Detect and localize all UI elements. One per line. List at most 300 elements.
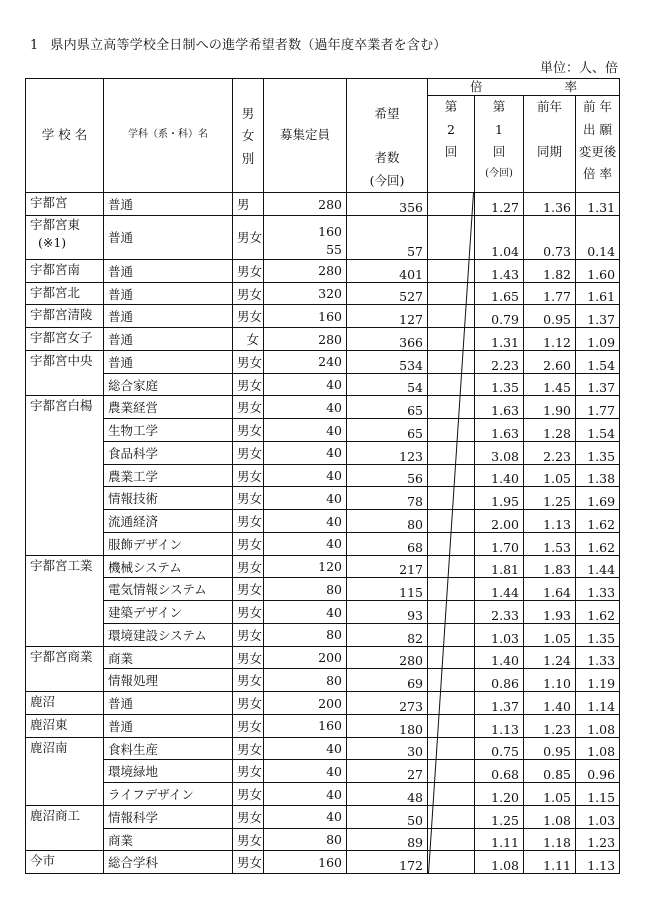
table-row: [26, 328, 620, 351]
cell-round1: 1.20: [475, 783, 524, 806]
cell-round1: 1.04: [475, 215, 524, 259]
title-text: 県内県立高等学校全日制への進学希望者数（過年度卒業者を含む）: [50, 38, 447, 53]
cell-capacity: 40: [264, 805, 347, 828]
cell-gender: 男女: [233, 396, 264, 419]
cell-school: [26, 669, 104, 692]
cell-applicants: 69: [347, 669, 428, 692]
cell-capacity: 160: [264, 851, 347, 874]
cell-gender: 男女: [233, 601, 264, 624]
cell-course: 農業工学: [104, 464, 233, 487]
cell-prev-year: 0.85: [524, 760, 576, 783]
table-row: [26, 760, 620, 783]
cell-prev-final: 1.23: [576, 828, 620, 851]
cell-gender: 男女: [233, 259, 264, 282]
cell-gender: 女: [233, 328, 264, 351]
cell-capacity: 40: [264, 783, 347, 806]
cell-school: [26, 623, 104, 646]
cell-course: 商業: [104, 828, 233, 851]
cell-capacity: 200: [264, 646, 347, 669]
header-round1: 第 1 回 (今回): [475, 96, 524, 193]
cell-school: [26, 510, 104, 533]
cell-course: 普通: [104, 282, 233, 305]
cell-school: [26, 760, 104, 783]
table-row: [26, 441, 620, 464]
cell-prev-year: 1.13: [524, 510, 576, 533]
cell-prev-year: 1.11: [524, 851, 576, 874]
table-row: [26, 692, 620, 715]
cell-round2: [428, 396, 475, 419]
cell-prev-final: 1.44: [576, 555, 620, 578]
cell-prev-final: 1.19: [576, 669, 620, 692]
cell-gender: 男女: [233, 578, 264, 601]
cell-school: [26, 464, 104, 487]
cell-capacity: 160 55: [264, 215, 347, 259]
cell-school: [26, 601, 104, 624]
cell-round1: 1.44: [475, 578, 524, 601]
cell-prev-year: 1.24: [524, 646, 576, 669]
cell-round2: [428, 193, 475, 216]
table-row: [26, 851, 620, 874]
cell-course: 普通: [104, 193, 233, 216]
cell-prev-final: 1.31: [576, 193, 620, 216]
cell-prev-final: 1.13: [576, 851, 620, 874]
cell-round1: 3.08: [475, 441, 524, 464]
cell-school: 鹿沼南: [26, 737, 104, 760]
cell-round2: [428, 510, 475, 533]
cell-round2: [428, 259, 475, 282]
table-row: [26, 193, 620, 216]
cell-capacity: 40: [264, 487, 347, 510]
cell-prev-year: 1.05: [524, 623, 576, 646]
cell-applicants: 93: [347, 601, 428, 624]
cell-gender: 男女: [233, 532, 264, 555]
cell-prev-year: 1.93: [524, 601, 576, 624]
cell-applicants: 123: [347, 441, 428, 464]
cell-capacity: 40: [264, 373, 347, 396]
cell-prev-year: 1.25: [524, 487, 576, 510]
cell-prev-year: 1.82: [524, 259, 576, 282]
cell-round2: [428, 441, 475, 464]
cell-round1: 2.00: [475, 510, 524, 533]
cell-prev-final: 0.96: [576, 760, 620, 783]
cell-school: [26, 578, 104, 601]
cell-gender: 男女: [233, 783, 264, 806]
cell-gender: 男女: [233, 669, 264, 692]
cell-course: 服飾デザイン: [104, 532, 233, 555]
cell-prev-final: 1.62: [576, 601, 620, 624]
cell-course: 普通: [104, 350, 233, 373]
cell-school: 宇都宮東 (※1): [26, 215, 104, 259]
table-row: [26, 578, 620, 601]
cell-capacity: 80: [264, 578, 347, 601]
cell-applicants: 280: [347, 646, 428, 669]
cell-course: ライフデザイン: [104, 783, 233, 806]
header-school: 学 校 名: [26, 79, 104, 193]
cell-gender: 男女: [233, 441, 264, 464]
cell-school: [26, 783, 104, 806]
cell-applicants: 273: [347, 692, 428, 715]
cell-course: 普通: [104, 305, 233, 328]
cell-prev-year: 0.95: [524, 305, 576, 328]
table-row: [26, 805, 620, 828]
cell-prev-year: 1.36: [524, 193, 576, 216]
cell-gender: 男女: [233, 737, 264, 760]
cell-round1: 1.03: [475, 623, 524, 646]
cell-capacity: 280: [264, 259, 347, 282]
cell-round2: [428, 487, 475, 510]
cell-capacity: 80: [264, 669, 347, 692]
cell-round2: [428, 714, 475, 737]
cell-applicants: 50: [347, 805, 428, 828]
table-row: [26, 555, 620, 578]
cell-gender: 男女: [233, 350, 264, 373]
cell-prev-year: 1.64: [524, 578, 576, 601]
table-row: [26, 532, 620, 555]
cell-prev-final: 1.08: [576, 714, 620, 737]
table-row: [26, 464, 620, 487]
cell-round1: 1.40: [475, 646, 524, 669]
cell-applicants: 68: [347, 532, 428, 555]
table-row: [26, 396, 620, 419]
cell-course: 食品科学: [104, 441, 233, 464]
cell-prev-final: 1.03: [576, 805, 620, 828]
cell-gender: 男女: [233, 215, 264, 259]
cell-gender: 男女: [233, 714, 264, 737]
cell-capacity: 160: [264, 305, 347, 328]
cell-round1: 0.68: [475, 760, 524, 783]
cell-round2: [428, 851, 475, 874]
cell-applicants: 65: [347, 419, 428, 442]
cell-gender: 男女: [233, 805, 264, 828]
cell-round2: [428, 282, 475, 305]
cell-prev-final: 1.61: [576, 282, 620, 305]
cell-round2: [428, 760, 475, 783]
cell-applicants: 89: [347, 828, 428, 851]
cell-prev-year: 1.05: [524, 464, 576, 487]
cell-round1: 1.11: [475, 828, 524, 851]
cell-course: 普通: [104, 714, 233, 737]
cell-round1: 1.37: [475, 692, 524, 715]
cell-applicants: 30: [347, 737, 428, 760]
cell-course: 流通経済: [104, 510, 233, 533]
unit-label: 単位：人、倍: [539, 61, 618, 76]
cell-gender: 男女: [233, 464, 264, 487]
cell-round1: 1.27: [475, 193, 524, 216]
cell-round2: [428, 328, 475, 351]
cell-school: 宇都宮白楊: [26, 396, 104, 419]
cell-prev-final: 1.77: [576, 396, 620, 419]
cell-applicants: 534: [347, 350, 428, 373]
cell-school: 宇都宮南: [26, 259, 104, 282]
cell-capacity: 320: [264, 282, 347, 305]
cell-school: 鹿沼: [26, 692, 104, 715]
cell-course: 普通: [104, 215, 233, 259]
cell-course: 普通: [104, 259, 233, 282]
cell-round2: [428, 532, 475, 555]
cell-capacity: 40: [264, 532, 347, 555]
cell-course: 環境緑地: [104, 760, 233, 783]
cell-gender: 男女: [233, 692, 264, 715]
cell-capacity: 40: [264, 396, 347, 419]
cell-round1: 1.35: [475, 373, 524, 396]
cell-school: [26, 373, 104, 396]
cell-capacity: 40: [264, 419, 347, 442]
cell-gender: 男女: [233, 282, 264, 305]
table-row: [26, 350, 620, 373]
cell-capacity: 240: [264, 350, 347, 373]
cell-round1: 1.25: [475, 805, 524, 828]
cell-applicants: 48: [347, 783, 428, 806]
cell-round2: [428, 783, 475, 806]
cell-prev-year: 1.12: [524, 328, 576, 351]
cell-school: 宇都宮工業: [26, 555, 104, 578]
cell-prev-final: 1.69: [576, 487, 620, 510]
table-row: [26, 646, 620, 669]
cell-school: 宇都宮商業: [26, 646, 104, 669]
cell-gender: 男女: [233, 510, 264, 533]
cell-applicants: 127: [347, 305, 428, 328]
cell-course: 商業: [104, 646, 233, 669]
cell-round2: [428, 805, 475, 828]
cell-applicants: 366: [347, 328, 428, 351]
cell-gender: 男: [233, 193, 264, 216]
cell-school: 今市: [26, 851, 104, 874]
cell-prev-year: 1.45: [524, 373, 576, 396]
cell-round2: [428, 419, 475, 442]
table-row: [26, 487, 620, 510]
cell-applicants: 180: [347, 714, 428, 737]
cell-prev-final: 1.37: [576, 305, 620, 328]
cell-prev-final: 1.62: [576, 510, 620, 533]
cell-school: 鹿沼商工: [26, 805, 104, 828]
cell-applicants: 172: [347, 851, 428, 874]
applicants-table: [25, 78, 620, 874]
cell-prev-year: 1.40: [524, 692, 576, 715]
cell-school: [26, 532, 104, 555]
cell-gender: 男女: [233, 555, 264, 578]
cell-course: 機械システム: [104, 555, 233, 578]
cell-capacity: 40: [264, 464, 347, 487]
cell-prev-year: 1.23: [524, 714, 576, 737]
header-prev-year: 前年 同期: [524, 96, 576, 193]
table-row: [26, 828, 620, 851]
cell-round1: 0.86: [475, 669, 524, 692]
cell-prev-year: 1.53: [524, 532, 576, 555]
cell-applicants: 78: [347, 487, 428, 510]
cell-round2: [428, 623, 475, 646]
cell-gender: 男女: [233, 623, 264, 646]
cell-school: 宇都宮女子: [26, 328, 104, 351]
cell-prev-final: 1.54: [576, 419, 620, 442]
cell-round2: [428, 464, 475, 487]
cell-prev-year: 1.28: [524, 419, 576, 442]
cell-prev-final: 1.09: [576, 328, 620, 351]
cell-prev-year: 1.10: [524, 669, 576, 692]
cell-round1: 0.75: [475, 737, 524, 760]
cell-round2: [428, 692, 475, 715]
cell-round1: 2.33: [475, 601, 524, 624]
cell-prev-final: 1.14: [576, 692, 620, 715]
title-number: 1: [30, 38, 39, 53]
cell-round2: [428, 828, 475, 851]
cell-round2: [428, 215, 475, 259]
cell-capacity: 280: [264, 328, 347, 351]
cell-school: [26, 487, 104, 510]
cell-school: 宇都宮北: [26, 282, 104, 305]
table-row: [26, 669, 620, 692]
cell-round1: 1.13: [475, 714, 524, 737]
cell-prev-year: 1.77: [524, 282, 576, 305]
cell-gender: 男女: [233, 487, 264, 510]
cell-applicants: 27: [347, 760, 428, 783]
cell-round2: [428, 305, 475, 328]
cell-round2: [428, 737, 475, 760]
cell-school: [26, 441, 104, 464]
cell-applicants: 80: [347, 510, 428, 533]
header-course: 学科（系・科）名: [104, 79, 233, 193]
cell-round2: [428, 350, 475, 373]
cell-capacity: 40: [264, 760, 347, 783]
table-row: [26, 510, 620, 533]
cell-school: [26, 419, 104, 442]
cell-prev-year: 1.05: [524, 783, 576, 806]
cell-prev-final: 1.54: [576, 350, 620, 373]
cell-applicants: 115: [347, 578, 428, 601]
cell-round1: 1.08: [475, 851, 524, 874]
cell-capacity: 40: [264, 510, 347, 533]
cell-prev-final: 1.33: [576, 578, 620, 601]
cell-round1: 1.40: [475, 464, 524, 487]
cell-prev-final: 1.08: [576, 737, 620, 760]
cell-prev-final: 1.35: [576, 441, 620, 464]
cell-capacity: 40: [264, 737, 347, 760]
cell-round2: [428, 646, 475, 669]
table-row: [26, 259, 620, 282]
cell-prev-year: 1.83: [524, 555, 576, 578]
table-row: [26, 714, 620, 737]
cell-prev-year: 2.60: [524, 350, 576, 373]
cell-round1: 1.43: [475, 259, 524, 282]
cell-gender: 男女: [233, 373, 264, 396]
cell-prev-year: 0.73: [524, 215, 576, 259]
table-row: [26, 783, 620, 806]
cell-prev-final: 1.62: [576, 532, 620, 555]
cell-capacity: 80: [264, 623, 347, 646]
cell-capacity: 200: [264, 692, 347, 715]
cell-school: 宇都宮清陵: [26, 305, 104, 328]
cell-gender: 男女: [233, 760, 264, 783]
cell-school: [26, 828, 104, 851]
cell-gender: 男女: [233, 828, 264, 851]
document-title: [30, 34, 447, 53]
header-ratio-group: 倍 率: [428, 79, 620, 96]
cell-round1: 1.81: [475, 555, 524, 578]
cell-gender: 男女: [233, 305, 264, 328]
cell-applicants: 217: [347, 555, 428, 578]
cell-round1: 2.23: [475, 350, 524, 373]
cell-round1: 0.79: [475, 305, 524, 328]
header-round2: 第 2 回: [428, 96, 475, 193]
cell-prev-year: 1.90: [524, 396, 576, 419]
cell-prev-year: 1.08: [524, 805, 576, 828]
cell-applicants: 56: [347, 464, 428, 487]
cell-prev-final: 1.38: [576, 464, 620, 487]
cell-course: 生物工学: [104, 419, 233, 442]
cell-prev-final: 0.14: [576, 215, 620, 259]
cell-round1: 1.70: [475, 532, 524, 555]
table-row: [26, 215, 620, 259]
cell-applicants: 54: [347, 373, 428, 396]
cell-course: 建築デザイン: [104, 601, 233, 624]
cell-applicants: 356: [347, 193, 428, 216]
table-row: [26, 373, 620, 396]
table-row: [26, 282, 620, 305]
cell-round1: 1.63: [475, 419, 524, 442]
cell-applicants: 57: [347, 215, 428, 259]
cell-round1: 1.95: [475, 487, 524, 510]
cell-course: 総合学科: [104, 851, 233, 874]
cell-capacity: 160: [264, 714, 347, 737]
cell-applicants: 401: [347, 259, 428, 282]
cell-prev-final: 1.35: [576, 623, 620, 646]
cell-school: 宇都宮: [26, 193, 104, 216]
table-row: [26, 419, 620, 442]
cell-school: 鹿沼東: [26, 714, 104, 737]
cell-capacity: 40: [264, 601, 347, 624]
table-row: [26, 305, 620, 328]
cell-round2: [428, 373, 475, 396]
cell-school: 宇都宮中央: [26, 350, 104, 373]
header-gender: 男 女 別: [233, 79, 264, 193]
cell-prev-final: 1.33: [576, 646, 620, 669]
cell-round2: [428, 669, 475, 692]
cell-course: 食料生産: [104, 737, 233, 760]
cell-round2: [428, 601, 475, 624]
cell-round1: 1.31: [475, 328, 524, 351]
cell-capacity: 120: [264, 555, 347, 578]
cell-course: 普通: [104, 692, 233, 715]
cell-course: 環境建設システム: [104, 623, 233, 646]
cell-prev-final: 1.60: [576, 259, 620, 282]
table-row: [26, 737, 620, 760]
cell-prev-final: 1.37: [576, 373, 620, 396]
cell-round1: 1.65: [475, 282, 524, 305]
table-row: [26, 601, 620, 624]
cell-course: 情報科学: [104, 805, 233, 828]
cell-capacity: 80: [264, 828, 347, 851]
cell-course: 農業経営: [104, 396, 233, 419]
cell-applicants: 527: [347, 282, 428, 305]
cell-prev-year: 1.18: [524, 828, 576, 851]
cell-capacity: 40: [264, 441, 347, 464]
cell-prev-year: 2.23: [524, 441, 576, 464]
table-row: [26, 623, 620, 646]
cell-applicants: 82: [347, 623, 428, 646]
cell-course: 総合家庭: [104, 373, 233, 396]
cell-gender: 男女: [233, 851, 264, 874]
header-applicants: 希望 者数 (今回): [347, 79, 428, 193]
cell-gender: 男女: [233, 646, 264, 669]
cell-prev-year: 0.95: [524, 737, 576, 760]
header-prev-final: 前 年 出 願 変更後 倍 率: [576, 96, 620, 193]
cell-course: 情報技術: [104, 487, 233, 510]
cell-round1: 1.63: [475, 396, 524, 419]
cell-applicants: 65: [347, 396, 428, 419]
header-capacity: 募集定員: [264, 79, 347, 193]
cell-round2: [428, 578, 475, 601]
cell-course: 普通: [104, 328, 233, 351]
cell-course: 情報処理: [104, 669, 233, 692]
